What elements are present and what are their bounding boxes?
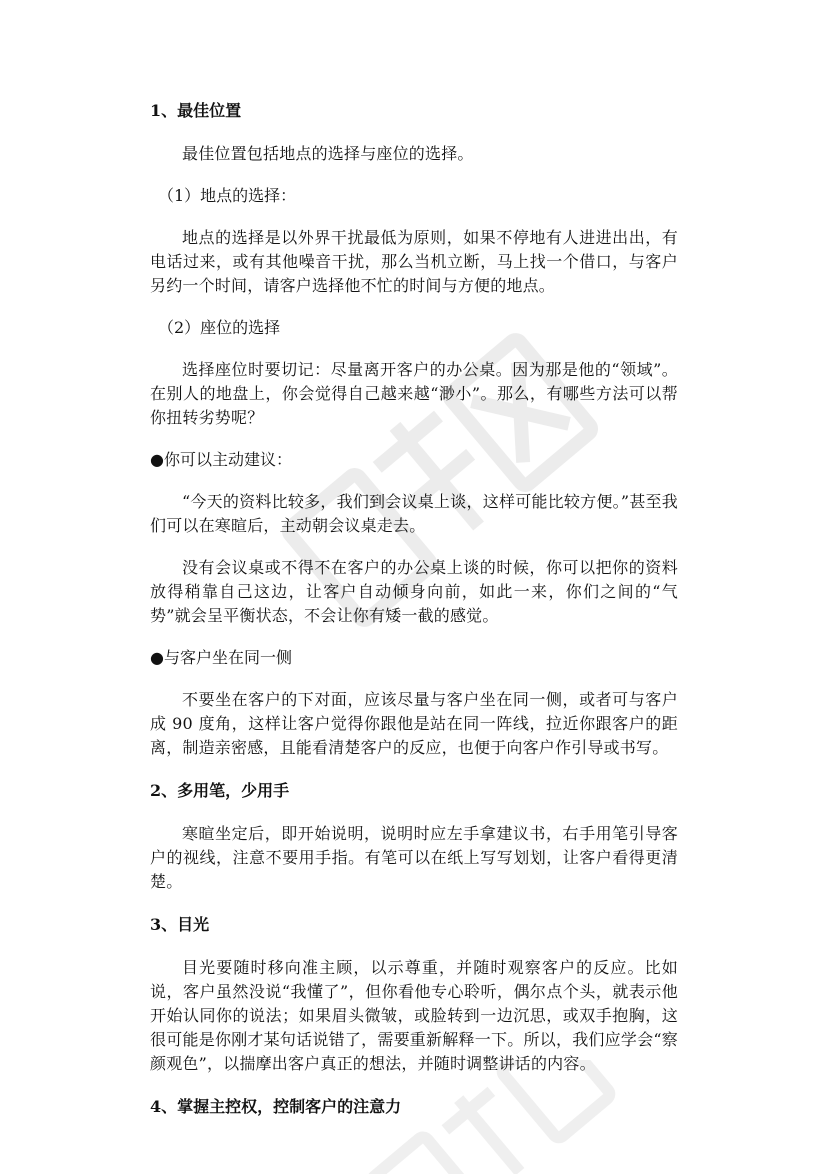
- bullet-suggest-quote: “今天的资料比较多，我们到会议桌上谈，这样可能比较方便。”甚至我们可以在寒暄后，主动朝会议桌走去。: [150, 492, 678, 535]
- bullet-same-side-text: 不要坐在客户的下对面，应该尽量与客户坐在同一侧，或者可与客户成 90 度角，这样让客户觉得你跟他是站在同一阵线，拉近你跟客户的距离，制造亲密感，且能看清楚客户的反应，也便于向客户作引导或书写。: [150, 690, 678, 757]
- section-1-heading: 1、最佳位置: [150, 101, 242, 120]
- bullet-same-side: ●与客户坐在同一侧: [150, 648, 292, 667]
- subsection-seat-heading: （2）座位的选择: [158, 318, 281, 337]
- bullet-suggest: ●你可以主动建议：: [150, 450, 292, 469]
- bullet-suggest-text: 没有会议桌或不得不在客户的办公桌上谈的时候，你可以把你的资料放得稍靠自己这边，让客户自动倾身向前，如此一来，你们之间的“气势”就会呈平衡状态，不会让你有矮一截的感觉。: [150, 558, 678, 625]
- section-3-heading: 3、目光: [150, 915, 210, 934]
- subsection-seat-text: 选择座位时要切记：尽量离开客户的办公桌。因为那是他的“领域”。在别人的地盘上，你会觉得自己越来越“渺小”。那么，有哪些方法可以帮你扭转劣势呢？: [150, 360, 678, 427]
- section-2-heading: 2、多用笔，少用手: [150, 781, 290, 800]
- document-body: [150, 98, 678, 1120]
- section-3-text: 目光要随时移向准主顾，以示尊重，并随时观察客户的反应。比如说，客户虽然没说“我懂了”，但你看他专心聆听，偶尔点个头，就表示他开始认同你的说法；如果眉头微皱，或脸转到一边沉思，或双手抱胸，这很可能是你刚才某句话说错了，需要重新解释一下。所以，我们应学会“察颜观色”，以揣摩出客户真正的想法，并随时调整讲话的内容。: [150, 958, 678, 1073]
- subsection-location-text: 地点的选择是以外界干扰最低为原则，如果不停地有人进进出出，有电话过来，或有其他噪音干扰，那么当机立断，马上找一个借口，与客户另约一个时间，请客户选择他不忙的时间与方便的地点。: [150, 228, 678, 295]
- section-4-heading: 4、掌握主控权，控制客户的注意力: [150, 1097, 402, 1116]
- section-2-text: 寒暄坐定后，即开始说明，说明时应左手拿建议书，右手用笔引导客户的视线，注意不要用手指。有笔可以在纸上写写划划，让客户看得更清楚。: [150, 824, 678, 891]
- section-1-intro: 最佳位置包括地点的选择与座位的选择。: [182, 144, 474, 163]
- subsection-location-heading: （1）地点的选择：: [158, 186, 297, 205]
